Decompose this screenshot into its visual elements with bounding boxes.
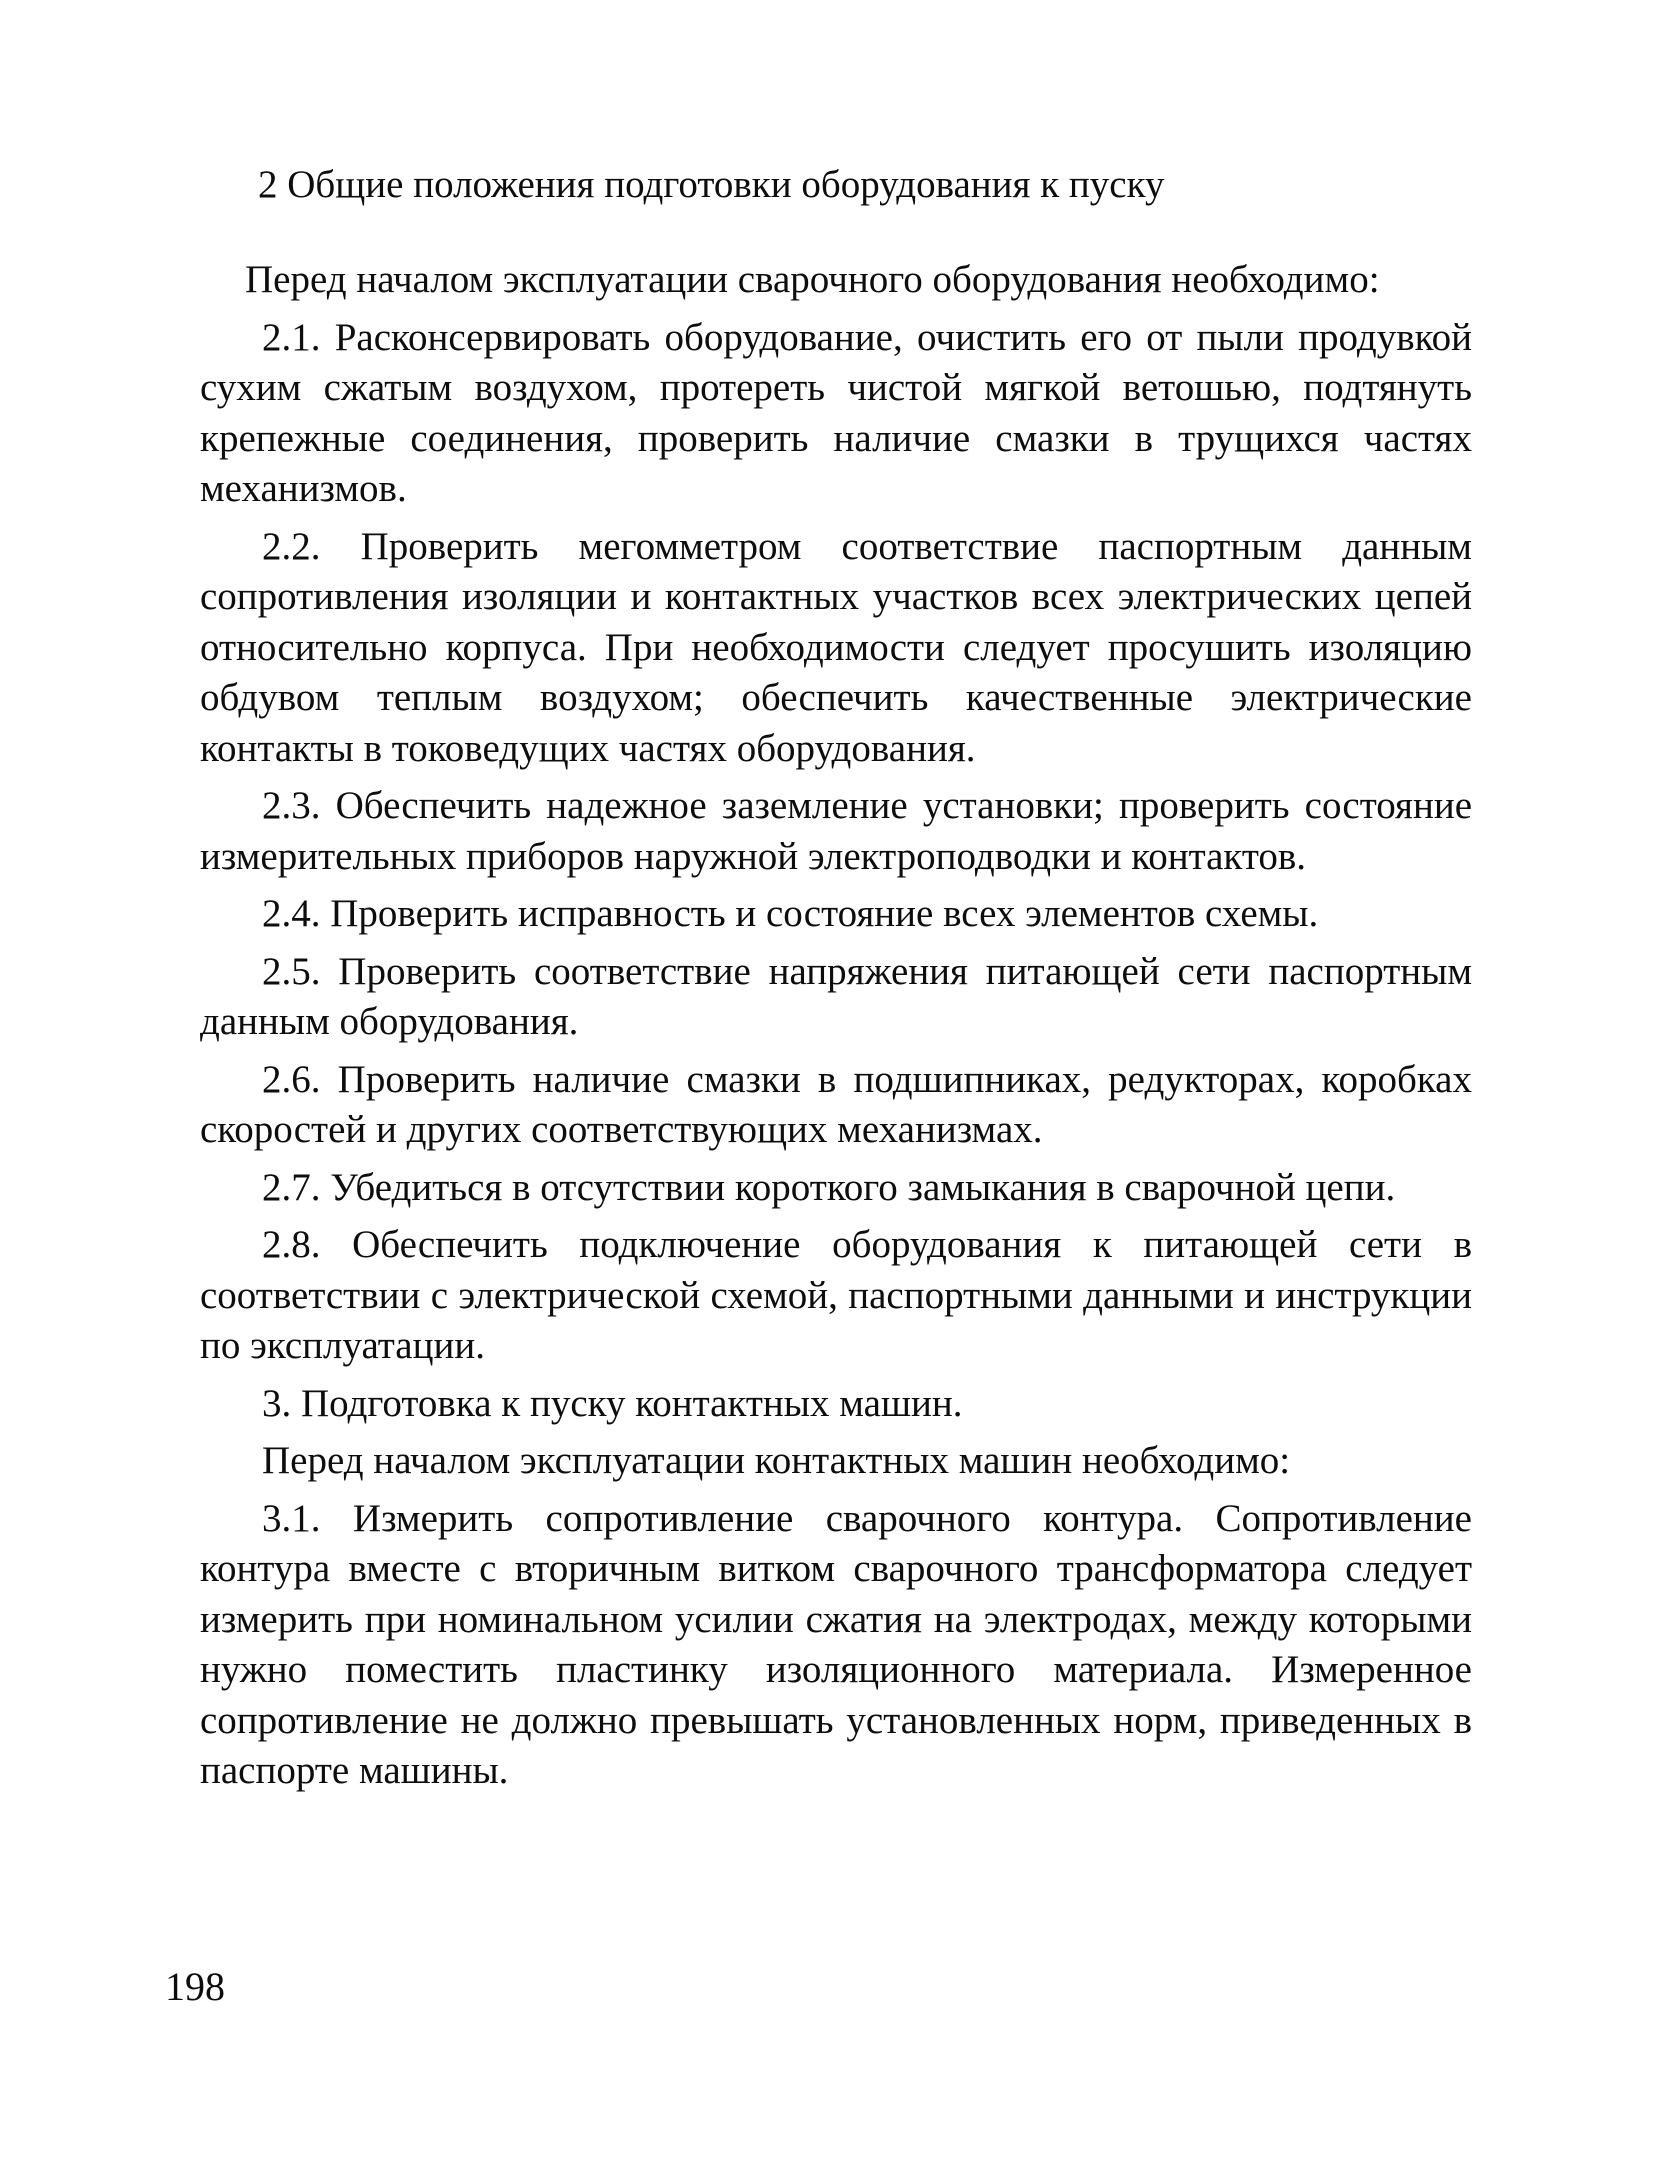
intro-paragraph: Перед началом эксплуатации сварочного оборудования необходимо: bbox=[245, 258, 1380, 301]
section-heading: 2 Общие положения подготовки оборудования к пуску bbox=[258, 163, 1165, 206]
section-3-intro: Перед началом эксплуатации контактных машин необходимо: bbox=[262, 1439, 1291, 1482]
page-number: 198 bbox=[165, 1964, 225, 2009]
item-3-1: 3.1. Измерить сопротивление сварочного контура. Сопротивление контура вместе с вторичным витком сварочного трансформатора следует измерить при номинальном усилии сжатия на электродах, между которыми нужно поместить пластинку изоляционного материала. Измеренное сопротивление не должно превышать установленных норм, приведенных в паспорте машины. bbox=[200, 1496, 1472, 1792]
item-2-4: 2.4. Проверить исправность и состояние всех элементов схемы. bbox=[262, 892, 1319, 935]
item-2-5: 2.5. Проверить соответствие напряжения питающей сети паспортным данным оборудования. bbox=[200, 949, 1472, 1043]
item-2-1: 2.1. Расконсервировать оборудование, очистить его от пыли продувкой сухим сжатым воздухом, протереть чистой мягкой ветошью, подтянуть крепежные соединения, проверить наличие смазки в трущихся частях механизмов. bbox=[200, 315, 1472, 510]
item-2-7: 2.7. Убедиться в отсутствии короткого замыкания в сварочной цепи. bbox=[262, 1165, 1396, 1209]
item-2-3: 2.3. Обеспечить надежное заземление установки; проверить состояние измерительных приборов наружной электроподводки и контактов. bbox=[200, 784, 1472, 878]
document-body bbox=[200, 255, 1472, 1804]
section-3-title: 3. Подготовка к пуску контактных машин. bbox=[262, 1381, 963, 1425]
item-2-2: 2.2. Проверить мегомметром соответствие паспортным данным сопротивления изоляции и контактных участков всех электрических цепей относительно корпуса. При необходимости следует просушить изоляцию обдувом теплым воздухом; обеспечить качественные электрические контакты в токоведущих частях оборудования. bbox=[200, 524, 1472, 770]
item-2-8: 2.8. Обеспечить подключение оборудования к питающей сети в соответствии с электрической схемой, паспортными данными и инструкции по эксплуатации. bbox=[200, 1223, 1472, 1367]
item-2-6: 2.6. Проверить наличие смазки в подшипниках, редукторах, коробках скоростей и других соответствующих механизмах. bbox=[200, 1057, 1472, 1151]
